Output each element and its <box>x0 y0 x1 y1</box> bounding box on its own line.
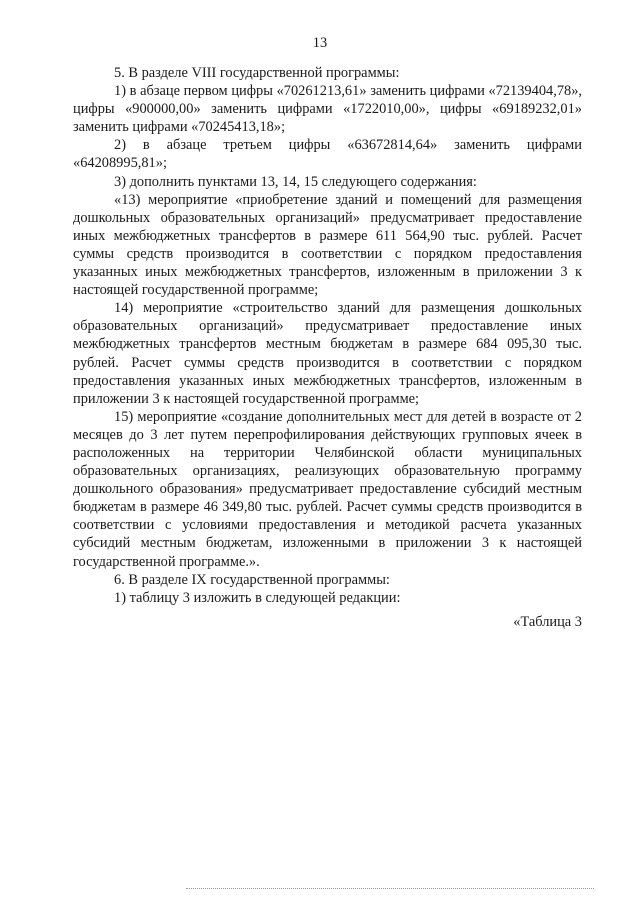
table-label: «Таблица 3 <box>513 613 582 630</box>
paragraph-table-instruction: 1) таблицу 3 изложить в следующей редакции: <box>114 589 401 606</box>
footer-rule <box>186 888 594 889</box>
paragraph-point-13: «13) мероприятие «приобретение зданий и помещений для размещения дошкольных образовательных организаций» предусматривает предоставление иных межбюджетных трансфертов в размере 611 564,90 тыс. рублей. Расчет суммы средств производится в соответствии с порядком предоставления указанных иных межбюджетных трансфертов, изложенным в приложении 3 к настоящей государственной программе; <box>73 191 582 299</box>
paragraph-section-8-heading: 5. В разделе VIII государственной программы: <box>114 65 400 81</box>
paragraph-section-9-heading: 6. В разделе IX государственной программы: <box>114 571 390 588</box>
paragraph-item-1: 1) в абзаце первом цифры «70261213,61» заменить цифрами «72139404,78», цифры «900000,00» заменить цифрами «1722010,00», цифры «69189232,01» заменить цифрами «70245413,18»; <box>73 83 582 136</box>
paragraph-point-15: 15) мероприятие «создание дополнительных мест для детей в возрасте от 2 месяцев до 3 лет путем перепрофилирования действующих групповых ячеек в расположенных на территории Челябинской области муниципальных образовательных организациях, реализующих образовательную программу дошкольного образования» предусматривает предоставление субсидий местным бюджетам в размере 46 349,80 тыс. рублей. Расчет суммы средств производится в соответствии с условиями предоставления и методикой расчета указанных субсидий местным бюджетам, изложенными в приложении 3 к настоящей государственной программе.». <box>73 408 582 570</box>
paragraph-item-2: 2) в абзаце третьем цифры «63672814,64» заменить цифрами «64208995,81»; <box>73 137 582 172</box>
paragraph-item-3: 3) дополнить пунктами 13, 14, 15 следующего содержания: <box>114 173 477 190</box>
document-body <box>73 64 582 631</box>
page-number: 13 <box>312 35 328 51</box>
paragraph-point-14: 14) мероприятие «строительство зданий для размещения дошкольных образовательных организаций» предусматривает предоставление иных межбюджетных трансфертов местным бюджетам в размере 684 095,30 тыс. рублей. Расчет суммы средств производится в соответствии с порядком предоставления указанных иных межбюджетных трансфертов, изложенным в приложении 3 к настоящей государственной программе; <box>73 300 582 407</box>
